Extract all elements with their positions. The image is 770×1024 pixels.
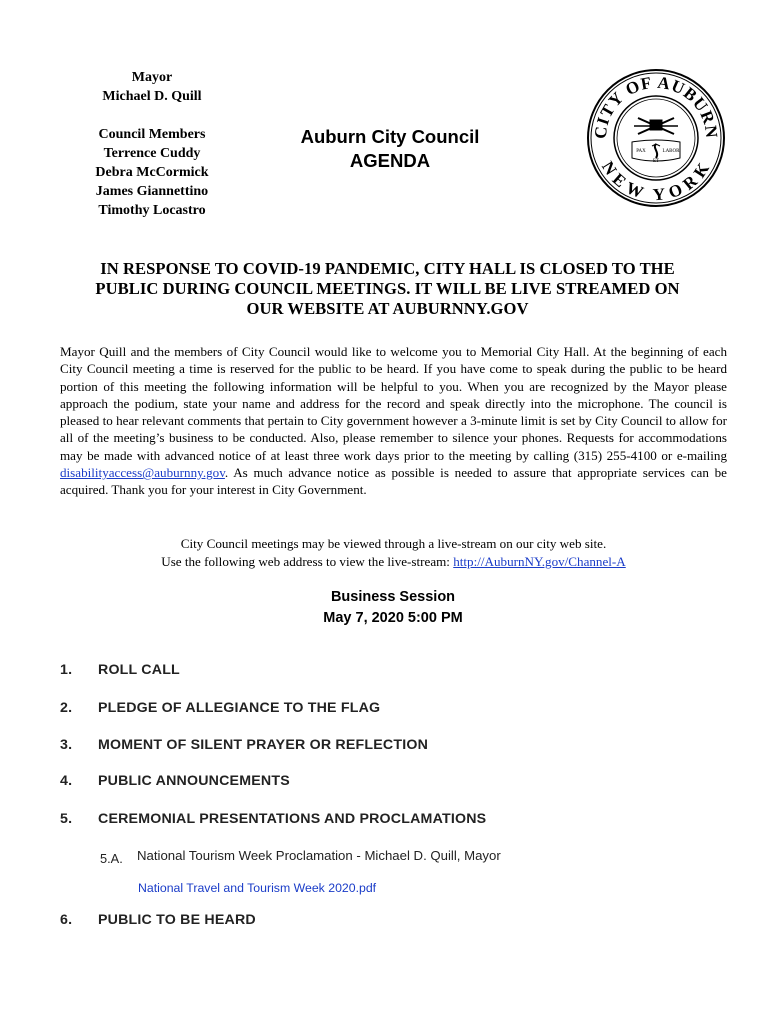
agenda-sub-item-number: 5.A. xyxy=(100,851,123,866)
welcome-paragraph xyxy=(60,343,727,499)
agenda-item-number: 5. xyxy=(60,811,73,827)
session-title: Business Session xyxy=(330,589,456,605)
council-member: James Giannettino xyxy=(95,184,209,199)
officials-list xyxy=(82,68,222,220)
agenda-item-label: CEREMONIAL PRESENTATIONS AND PROCLAMATIONS xyxy=(98,811,487,827)
council-member: Timothy Locastro xyxy=(98,203,206,218)
agenda-sub-item-label: National Tourism Week Proclamation - Michael D. Quill, Mayor xyxy=(137,848,501,863)
council-member: Debra McCormick xyxy=(95,165,209,180)
mayor-name: Michael D. Quill xyxy=(102,89,202,104)
livestream-link[interactable]: http://AuburnNY.gov/Channel-A xyxy=(453,554,626,569)
seal-motto-left: PAX xyxy=(636,149,646,154)
agenda-item-number: 6. xyxy=(60,912,73,928)
agenda-item-number: 1. xyxy=(60,662,73,678)
livestream-prefix: Use the following web address to view the live-stream: xyxy=(161,554,454,569)
agenda-item-label: MOMENT OF SILENT PRAYER OR REFLECTION xyxy=(98,737,429,753)
document-title xyxy=(280,125,500,173)
livestream-info xyxy=(60,535,727,571)
city-seal xyxy=(586,68,726,208)
agenda-title: AGENDA xyxy=(349,150,431,171)
seal-motto-right: LABOR xyxy=(662,149,680,154)
agenda-item-label: PLEDGE OF ALLEGIANCE TO THE FLAG xyxy=(98,700,381,716)
agenda-item-label: PUBLIC ANNOUNCEMENTS xyxy=(98,773,290,789)
council-name: Auburn City Council xyxy=(300,126,480,147)
welcome-text: Mayor Quill and the members of City Council would like to welcome you to Memorial City Hall. At the beginning of each City Council meeting a time is reserved for the public to be heard. If you have come to speak during the public to be heard portion of this meeting the following information will be helpful to you. When you are recognized by the Mayor please approach the podium, state your name and address for the record and speak directly into the microphone. The council is pleased to hear relevant comments that pertain to City government however a 3-minute limit is set by City Council to allow for all of the meeting’s business to be conducted. Also, please remember to silence your phones. Requests for accommodations may be made with advanced notice of at least three work days prior to the meeting by calling (315) 255-4100 or e-mailing xyxy=(60,344,727,463)
seal-top-text: CITY OF AUBURN xyxy=(590,72,722,140)
agenda-item-label: ROLL CALL xyxy=(98,662,180,678)
covid-notice xyxy=(55,259,720,319)
seal-bottom-text: NEW YORK xyxy=(598,157,714,205)
attachment-link[interactable]: National Travel and Tourism Week 2020.pdf xyxy=(138,881,377,895)
session-datetime: May 7, 2020 5:00 PM xyxy=(323,610,463,626)
covid-notice-line: PUBLIC DURING COUNCIL MEETINGS. IT WILL BE LIVE STREAMED ON xyxy=(95,279,680,298)
agenda-item-label: PUBLIC TO BE HEARD xyxy=(98,912,256,928)
mayor-title: Mayor xyxy=(131,70,173,85)
livestream-line: City Council meetings may be viewed through a live-stream on our city web site. xyxy=(180,536,607,551)
agenda-item-number: 3. xyxy=(60,737,73,753)
disability-email-link[interactable]: disabilityaccess@auburnny.gov xyxy=(60,465,225,481)
agenda-item-number: 4. xyxy=(60,773,73,789)
welcome-text-end: . As much advance notice as possible is needed to assure that appropriate services can be acquired. Thank you for your interest in City Government. xyxy=(60,465,727,498)
council-members-title: Council Members xyxy=(98,127,206,142)
covid-notice-line: OUR WEBSITE AT AUBURNNY.GOV xyxy=(246,299,529,318)
seal-motto-mid: ET xyxy=(652,159,660,164)
agenda-item-number: 2. xyxy=(60,700,73,716)
council-member: Terrence Cuddy xyxy=(103,146,201,161)
session-header xyxy=(240,587,546,629)
seal-emblem-icon xyxy=(632,118,680,161)
covid-notice-line: IN RESPONSE TO COVID-19 PANDEMIC, CITY HALL IS CLOSED TO THE xyxy=(100,259,675,278)
